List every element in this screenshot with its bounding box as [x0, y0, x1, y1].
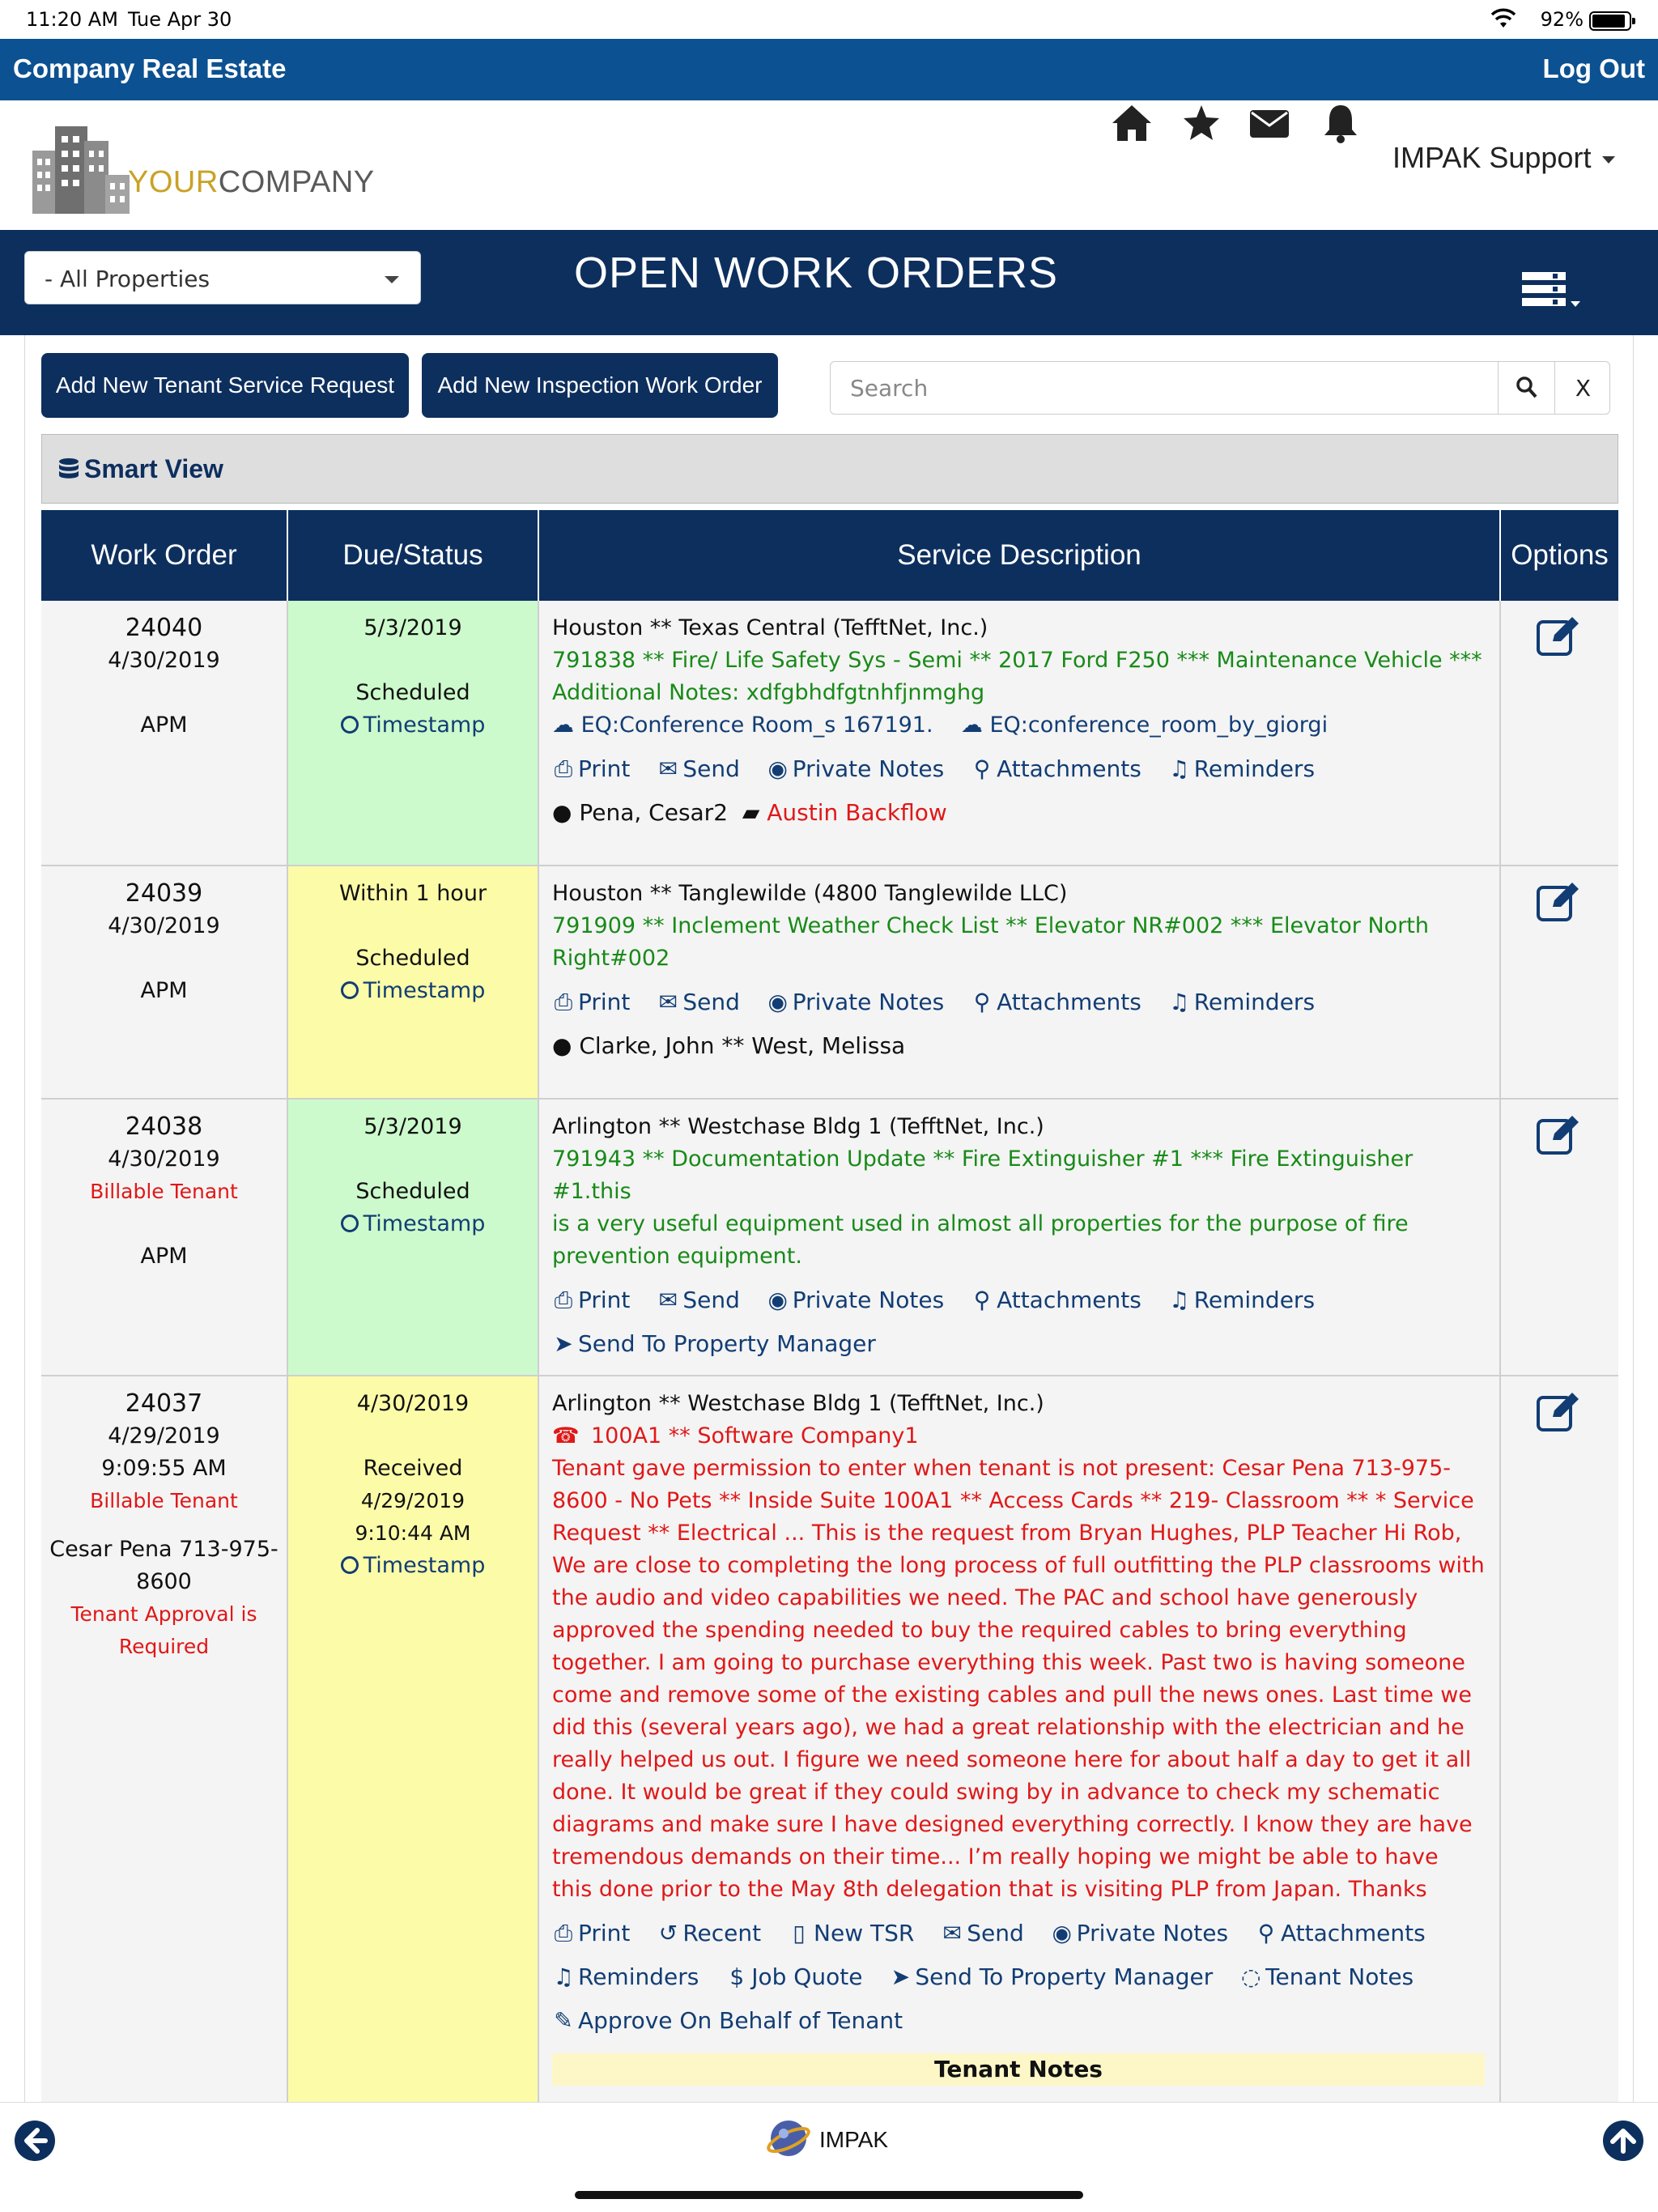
private-notes-link[interactable]: ◉ Private Notes — [767, 1284, 944, 1317]
impak-globe-icon — [766, 2116, 811, 2161]
service-description-cell — [539, 1376, 1501, 2102]
tenant-contact: Cesar Pena 713-975- 8600 — [49, 1537, 278, 1594]
row-actions — [552, 986, 1485, 1019]
equipment-links — [552, 709, 1485, 742]
work-order-number[interactable]: 24039 — [125, 879, 203, 908]
additional-notes: Additional Notes: xdfgbhdfgtnhfjnmghg — [552, 680, 985, 705]
equipment-link[interactable]: ☁ EQ:Conference Room_s 167191. — [552, 713, 933, 738]
send-link[interactable]: ✉ Send — [657, 753, 740, 785]
due-date: Within 1 hour — [338, 881, 487, 906]
app-title: Company Real Estate — [13, 53, 287, 83]
user-icon: ● — [552, 799, 572, 826]
assignment-line — [552, 1030, 1485, 1062]
due-status-cell — [288, 1100, 539, 1375]
eye-slash-icon: ◉ — [767, 1287, 788, 1313]
service-line: prevention equipment. — [552, 1244, 802, 1269]
timestamp-link[interactable]: Timestamp — [288, 1550, 538, 1582]
bell-icon: ♫ — [1169, 989, 1190, 1015]
eye-slash-icon: ◉ — [767, 989, 788, 1015]
edit-icon[interactable] — [1535, 879, 1584, 925]
table-row — [41, 866, 1618, 1100]
user-icon: ● — [552, 1032, 572, 1059]
location-text: Arlington ** Westchase Bldg 1 (TefftNet, Inc.) — [552, 1114, 1044, 1139]
paperclip-icon: ⚲ — [973, 755, 991, 782]
tenant-approval-required: Tenant Approval is Required — [70, 1602, 257, 1658]
service-line: 791909 ** Inclement Weather Check List ** Elevator NR#002 *** Elevator North — [552, 913, 1429, 938]
paperclip-icon: ⚲ — [1257, 1920, 1275, 1946]
work-order-cell — [41, 601, 288, 865]
brand-header — [0, 100, 1658, 230]
caret-down-icon — [1602, 156, 1615, 164]
phone-icon: ☎ — [552, 1423, 580, 1448]
header-service-description[interactable]: Service Description — [539, 510, 1501, 601]
location-text: Houston ** Texas Central (TefftNet, Inc.) — [552, 615, 988, 640]
search-button[interactable] — [1498, 362, 1554, 414]
send-to-property-manager-link[interactable]: ➤ Send To Property Manager — [552, 1328, 876, 1360]
table-header — [41, 510, 1618, 601]
paper-plane-icon: ➤ — [891, 1963, 911, 1990]
clock-icon — [341, 1214, 359, 1232]
location-text: Arlington ** Westchase Bldg 1 (TefftNet, Inc.) — [552, 1391, 1044, 1416]
work-order-cell — [41, 1100, 288, 1375]
header-due-status[interactable]: Due/Status — [288, 510, 539, 601]
back-arrow-icon[interactable] — [13, 2119, 57, 2163]
bell-icon: ♫ — [1169, 755, 1190, 782]
print-link[interactable]: ⎙ Print — [552, 753, 630, 785]
company-logo-text: YOURCOMPANY — [128, 165, 375, 199]
options-cell — [1501, 866, 1618, 1098]
options-cell — [1501, 1376, 1618, 2102]
row-actions-3 — [552, 2005, 1485, 2037]
row-actions — [552, 753, 1485, 785]
nav-band — [0, 230, 1658, 335]
work-order-role: APM — [140, 1244, 188, 1269]
equipment-link[interactable]: ☁ EQ:conference_room_by_giorgi — [960, 713, 1329, 738]
private-notes-link[interactable]: ◉ Private Notes — [1051, 1917, 1228, 1950]
logout-link[interactable]: Log Out — [1542, 53, 1645, 83]
assignee-name: Pena, Cesar2 — [579, 799, 729, 826]
database-icon — [57, 457, 81, 481]
work-order-cell — [41, 866, 288, 1098]
print-icon: ⎙ — [554, 1920, 573, 1946]
edit-icon[interactable] — [1535, 1112, 1584, 1158]
print-link[interactable]: ⎙ Print — [552, 1917, 630, 1950]
bell-icon: ♫ — [553, 1963, 574, 1990]
reminders-link[interactable]: ♫ Reminders — [552, 1961, 699, 1993]
work-orders-panel — [24, 335, 1634, 2102]
row-actions-extra — [552, 1328, 1485, 1360]
status-text: Scheduled — [355, 680, 470, 705]
work-order-number[interactable]: 24037 — [125, 1389, 203, 1418]
due-status-cell — [288, 866, 539, 1098]
vendor-link[interactable]: Austin Backflow — [767, 799, 947, 826]
page-title: OPEN WORK ORDERS — [573, 249, 1059, 297]
billable-tenant-label: Billable Tenant — [90, 1180, 238, 1203]
view-toggle-list-icon[interactable] — [1520, 266, 1585, 314]
edit-icon[interactable] — [1535, 1389, 1584, 1435]
status-text: Scheduled — [355, 1179, 470, 1204]
due-status-cell — [288, 1376, 539, 2102]
property-filter-value: - All Properties — [45, 266, 210, 292]
phone-line: ☎ 100A1 ** Software Company1 — [552, 1420, 1485, 1453]
work-order-cell — [41, 1376, 288, 2102]
comment-icon: ◌ — [1240, 1963, 1261, 1990]
favorites-star-icon[interactable] — [1179, 100, 1224, 146]
attachments-link[interactable]: ⚲ Attachments — [971, 753, 1141, 785]
status-bar — [0, 0, 1658, 39]
timestamp-link[interactable]: Timestamp — [288, 1208, 538, 1240]
tenant-notes-header: Tenant Notes — [552, 2053, 1485, 2086]
user-menu-label: IMPAK Support — [1392, 141, 1592, 174]
attachments-link[interactable]: ⚲ Attachments — [971, 1284, 1141, 1317]
status-text: Scheduled — [355, 946, 470, 971]
clock-icon — [341, 1556, 359, 1574]
work-order-role: APM — [140, 978, 188, 1003]
battery-icon — [1589, 11, 1631, 31]
options-cell — [1501, 1100, 1618, 1375]
reminders-link[interactable]: ♫ Reminders — [1168, 753, 1315, 785]
status-time: 11:20 AM — [26, 8, 118, 31]
work-order-time: 9:09:55 AM — [101, 1456, 227, 1481]
row-actions — [552, 1284, 1485, 1317]
buildings-logo-icon — [31, 118, 136, 215]
due-date: 5/3/2019 — [363, 1114, 462, 1139]
recent-link[interactable]: ↺ Recent — [657, 1917, 761, 1950]
print-link[interactable]: ⎙ Print — [552, 1284, 630, 1317]
edit-icon[interactable] — [1535, 614, 1584, 659]
timestamp-link[interactable]: Timestamp — [288, 709, 538, 742]
billable-tenant-label: Billable Tenant — [90, 1489, 238, 1512]
app-bar — [0, 39, 1658, 100]
service-description-cell — [539, 601, 1501, 865]
pencil-icon: ✎ — [554, 2007, 573, 2034]
clear-search-button[interactable]: X — [1554, 362, 1611, 414]
cloud-download-icon: ☁ — [960, 713, 983, 738]
status-date: 4/29/2019 — [360, 1489, 466, 1512]
search-icon — [1516, 375, 1538, 399]
work-order-number[interactable]: 24038 — [125, 1112, 203, 1141]
approve-on-behalf-link[interactable]: ✎ Approve On Behalf of Tenant — [552, 2005, 903, 2037]
send-to-property-manager-link[interactable]: ➤ Send To Property Manager — [889, 1961, 1213, 1993]
search-input[interactable] — [831, 362, 1498, 414]
due-status-cell — [288, 601, 539, 865]
paperclip-icon: ⚲ — [973, 989, 991, 1015]
print-icon: ⎙ — [554, 989, 573, 1015]
service-line: 791943 ** Documentation Update ** Fire Extinguisher #1 *** Fire Extinguisher #1.this — [552, 1146, 1414, 1204]
bell-icon: ♫ — [1169, 1287, 1190, 1313]
job-quote-link[interactable]: $ Job Quote — [725, 1961, 862, 1993]
envelope-icon: ✉ — [942, 1920, 962, 1946]
table-row — [41, 1376, 1618, 2102]
status-time: 9:10:44 AM — [355, 1521, 471, 1545]
table-row — [41, 601, 1618, 866]
company-logo[interactable] — [31, 118, 375, 219]
print-icon: ⎙ — [554, 755, 573, 782]
timestamp-link[interactable]: Timestamp — [288, 975, 538, 1007]
request-body: Tenant gave permission to enter when tenant is not present: Cesar Pena 713-975-8600 - No Pets ** Inside Suite 100A1 ** Access Cards ** 219- Classroom ** * Service Request ** Electrical ... This is the request from Bryan Hughes, PLP Teacher Hi Rob, We are close to completing the long process of full outfitting the PLP classrooms with the audio and video capabilities we need. The PAC and school have generously approved the spending needed to buy the required cables to bring everything together. I am going to purchase everything this week. Past two is having someone come and remove some of the existing cables and pull the news ones. Last time we did this (several years ago), we had a great relationship with the electrician and he really helped us out. I figure we need someone here for about half a day to get it all done. It would be great if they could swing by in advance to check my schematic diagrams and make sure I have designed everything correctly. I know they are have tremendous demands on their time... I’m really hoping we might be able to have this done prior to the May 8th delegation that is visiting PLP from Japan. Thanks — [552, 1456, 1485, 1902]
service-description-cell — [539, 1100, 1501, 1375]
due-date: 4/30/2019 — [356, 1391, 470, 1416]
wifi-icon — [1490, 8, 1516, 29]
assignee-name: Clarke, John ** West, Melissa — [579, 1032, 906, 1059]
home-indicator — [575, 2191, 1083, 2199]
envelope-icon: ✉ — [658, 989, 678, 1015]
envelope-icon: ✉ — [658, 755, 678, 782]
send-link[interactable]: ✉ Send — [657, 1284, 740, 1317]
options-cell — [1501, 601, 1618, 865]
file-icon: ▯ — [793, 1920, 806, 1946]
row-actions — [552, 1917, 1485, 1950]
new-tsr-link[interactable]: ▯ New TSR — [788, 1917, 914, 1950]
notifications-bell-icon[interactable] — [1318, 100, 1363, 146]
private-notes-link[interactable]: ◉ Private Notes — [767, 986, 944, 1019]
search-group — [830, 361, 1610, 415]
eye-slash-icon: ◉ — [1052, 1920, 1072, 1946]
truck-icon: ▰ — [742, 799, 760, 826]
service-line: Right#002 — [552, 946, 670, 971]
attachments-link[interactable]: ⚲ Attachments — [1255, 1917, 1426, 1950]
status-date: Tue Apr 30 — [128, 8, 232, 31]
send-link[interactable]: ✉ Send — [941, 1917, 1024, 1950]
smart-view-bar[interactable] — [41, 434, 1618, 504]
table-row — [41, 1100, 1618, 1376]
service-description-cell — [539, 866, 1501, 1098]
user-menu[interactable] — [1392, 141, 1615, 175]
add-inspection-work-order-button[interactable]: Add New Inspection Work Order — [422, 353, 778, 418]
reminders-link[interactable]: ♫ Reminders — [1168, 1284, 1315, 1317]
history-icon: ↺ — [658, 1920, 678, 1946]
header-work-order[interactable]: Work Order — [41, 510, 288, 601]
paperclip-icon: ⚲ — [973, 1287, 991, 1313]
envelope-icon: ✉ — [658, 1287, 678, 1313]
assignment-line — [552, 797, 1485, 829]
work-order-number[interactable]: 24040 — [125, 614, 203, 642]
reminders-link[interactable]: ♫ Reminders — [1168, 986, 1315, 1019]
smart-view-label: Smart View — [57, 454, 223, 484]
service-line: is a very useful equipment used in almost all properties for the purpose of fire — [552, 1211, 1409, 1236]
battery-percent: 92% — [1540, 8, 1584, 31]
private-notes-link[interactable]: ◉ Private Notes — [767, 753, 944, 785]
cloud-download-icon: ☁ — [552, 713, 574, 738]
attachments-link[interactable]: ⚲ Attachments — [971, 986, 1141, 1019]
location-text: Houston ** Tanglewilde (4800 Tanglewilde LLC) — [552, 881, 1068, 906]
row-actions-2 — [552, 1961, 1485, 1993]
scroll-to-top-icon[interactable] — [1601, 2119, 1645, 2163]
work-order-date: 4/30/2019 — [108, 1146, 220, 1172]
print-link[interactable]: ⎙ Print — [552, 986, 630, 1019]
header-options: Options — [1511, 539, 1609, 571]
add-tenant-service-request-button[interactable]: Add New Tenant Service Request — [41, 353, 409, 418]
impak-label: IMPAK — [819, 2127, 889, 2152]
due-date: 5/3/2019 — [363, 615, 462, 640]
send-link[interactable]: ✉ Send — [657, 986, 740, 1019]
work-order-date: 4/30/2019 — [108, 648, 220, 673]
work-order-role: APM — [140, 713, 188, 738]
paper-plane-icon: ➤ — [554, 1330, 573, 1357]
service-line: 791838 ** Fire/ Life Safety Sys - Semi ** 2017 Ford F250 *** Maintenance Vehicle *** — [552, 648, 1482, 673]
home-icon[interactable] — [1109, 100, 1154, 146]
status-text: Received — [363, 1456, 463, 1481]
work-order-date: 4/29/2019 — [108, 1423, 220, 1448]
eye-slash-icon: ◉ — [767, 755, 788, 782]
tenant-notes-link[interactable]: ◌ Tenant Notes — [1239, 1961, 1414, 1993]
mail-envelope-icon[interactable] — [1247, 100, 1292, 146]
work-order-date: 4/30/2019 — [108, 913, 220, 938]
print-icon: ⎙ — [554, 1287, 573, 1313]
clock-icon — [341, 716, 359, 734]
dollar-icon: $ — [729, 1963, 745, 1990]
clock-icon — [341, 981, 359, 999]
